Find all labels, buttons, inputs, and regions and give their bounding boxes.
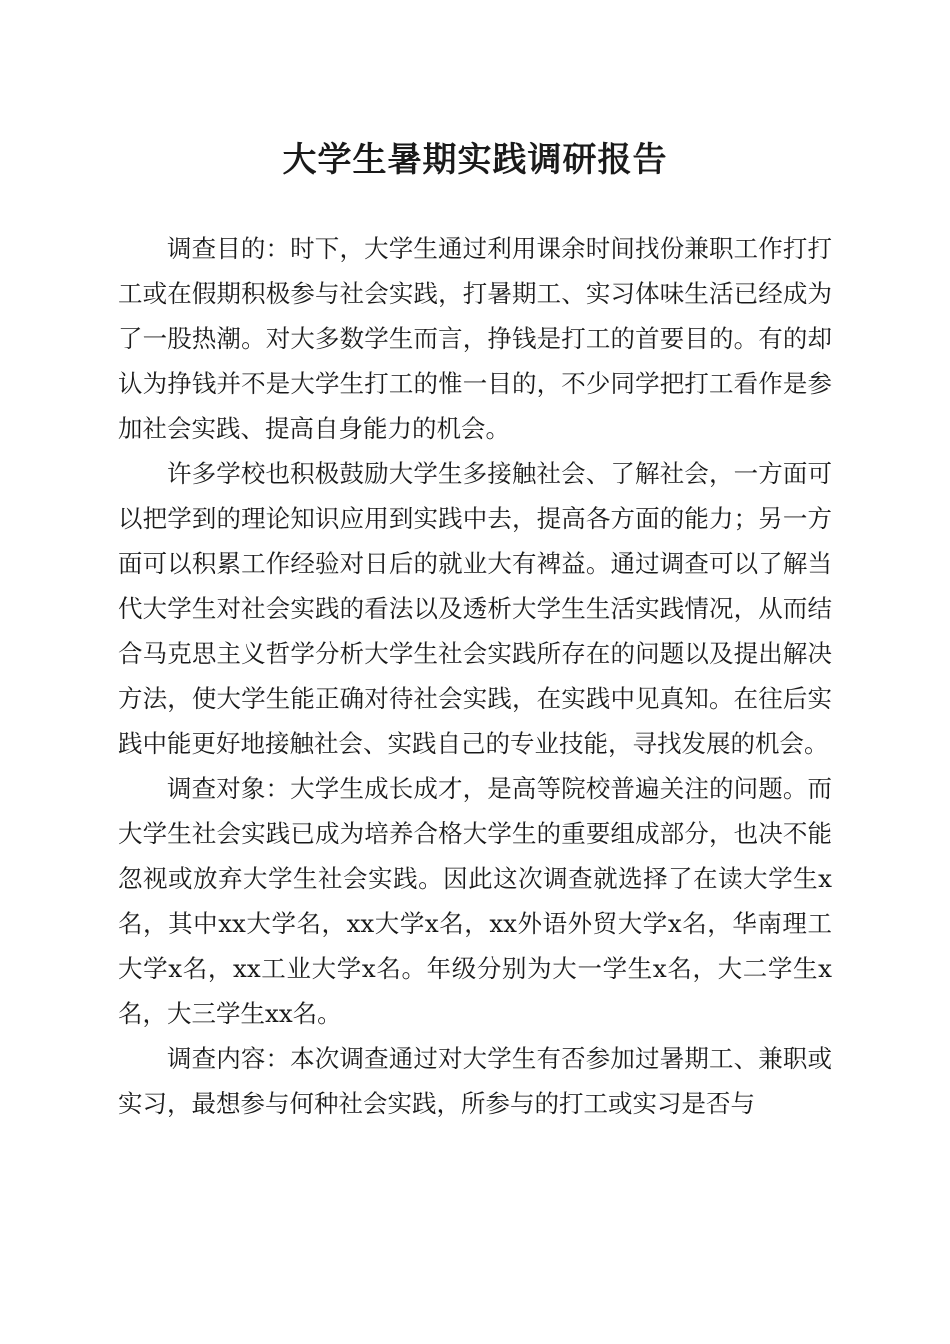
paragraph-purpose: 调查目的：时下，大学生通过利用课余时间找份兼职工作打打工或在假期积极参与社会实践，打暑期工、实习体味生活已经成为了一股热潮。对大多数学生而言，挣钱是打工的首要目的。有的却认为挣钱并不是大学生打工的惟一目的，不少同学把打工看作是参加社会实践、提高自身能力的机会。 xyxy=(118,234,832,443)
paragraph-schools: 许多学校也积极鼓励大学生多接触社会、了解社会，一方面可以把学到的理论知识应用到实践中去，提高各方面的能力；另一方面可以积累工作经验对日后的就业大有裨益。通过调查可以了解当代大学生对社会实践的看法以及透析大学生生活实践情况，从而结合马克思主义哲学分析大学生社会实践所存在的问题以及提出解决方法，使大学生能正确对待社会实践，在实践中见真知。在往后实践中能更好地接触社会、实践自己的专业技能，寻找发展的机会。 xyxy=(118,459,832,758)
document-body xyxy=(118,226,832,1126)
paragraph-subjects: 调查对象：大学生成长成才，是高等院校普遍关注的问题。而大学生社会实践已成为培养合格大学生的重要组成部分，也决不能忽视或放弃大学生社会实践。因此这次调查就选择了在读大学生x名，其中xx大学名，xx大学x名，xx外语外贸大学x名，华南理工大学x名，xx工业大学x名。年级分别为大一学生x名，大二学生x名，大三学生xx名。 xyxy=(118,774,832,1028)
paragraph-content: 调查内容：本次调查通过对大学生有否参加过暑期工、兼职或实习，最想参与何种社会实践，所参与的打工或实习是否与 xyxy=(118,1044,832,1118)
document-title: 大学生暑期实践调研报告 xyxy=(282,140,668,180)
